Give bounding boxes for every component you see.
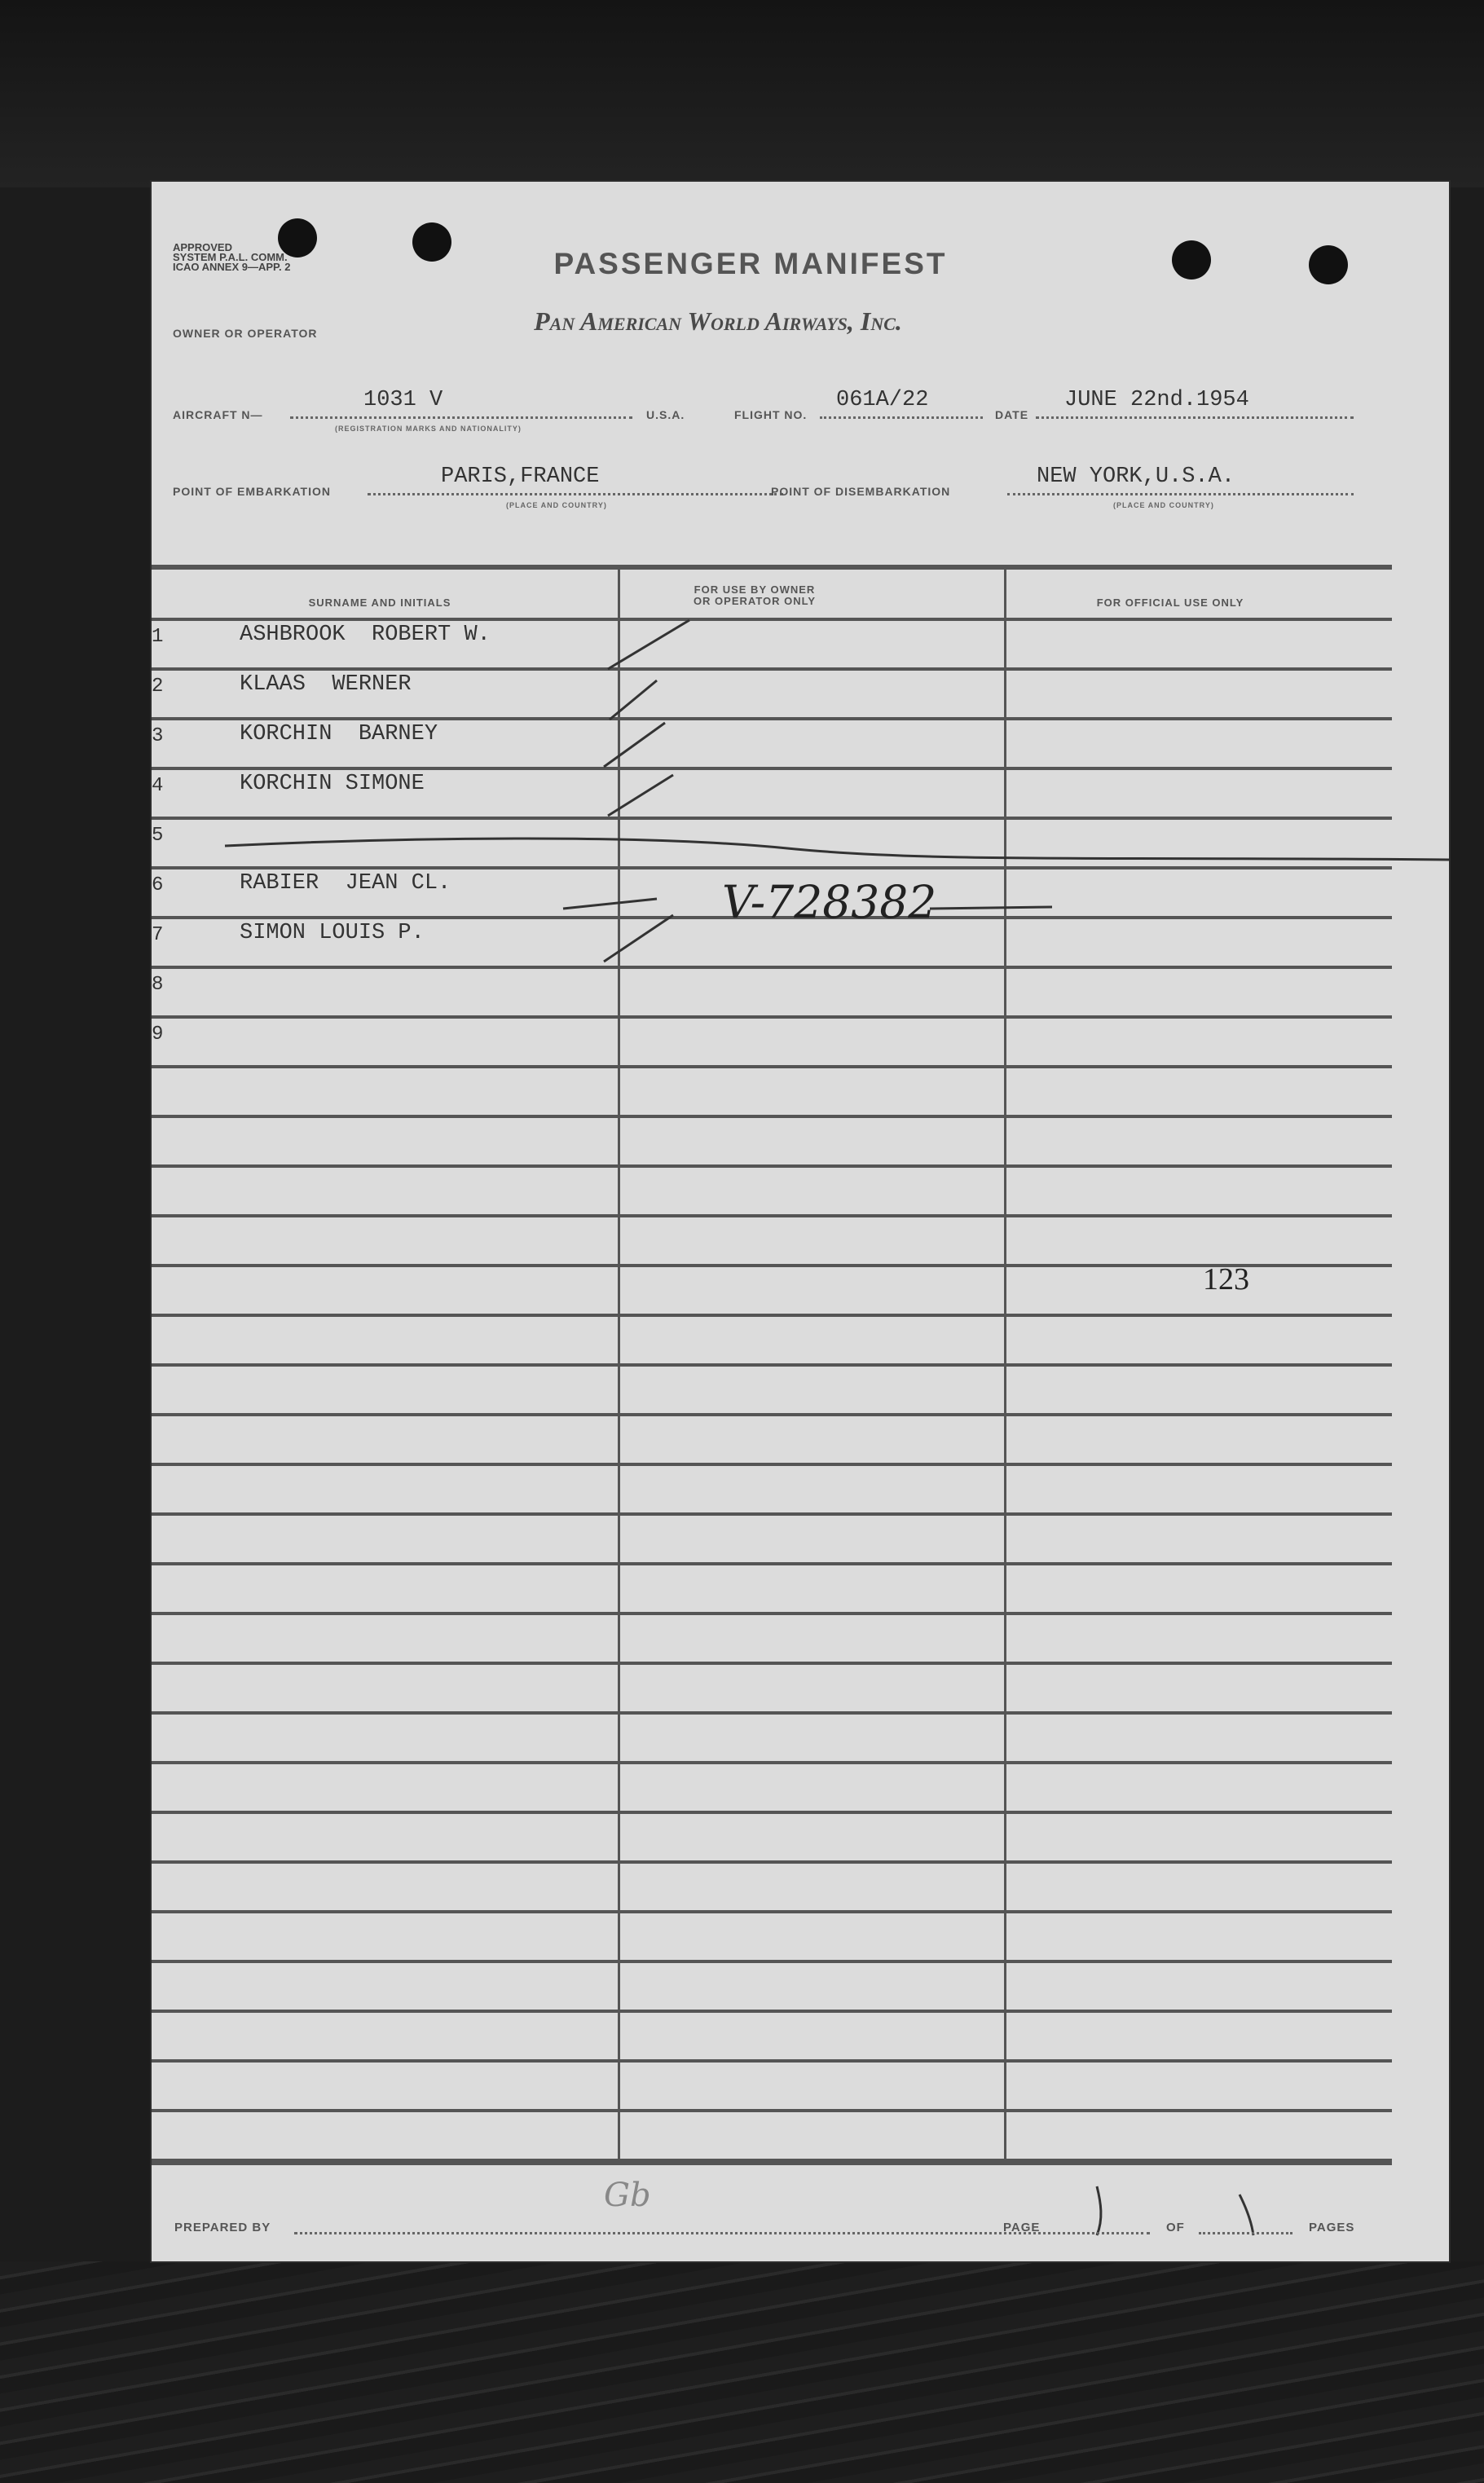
page-label: PAGE: [1003, 2221, 1041, 2234]
row-number: 6: [152, 874, 164, 896]
disembark-label: POINT OF DISEMBARKATION: [771, 485, 951, 498]
row-number: 5: [152, 825, 164, 847]
underline-stroke: [930, 907, 1052, 909]
row-number: 8: [152, 974, 164, 996]
manifest-sheet: [152, 182, 1449, 2261]
pages-line: [1199, 2232, 1292, 2234]
row-number: 4: [152, 775, 164, 797]
aircraft-sub: (REGISTRATION MARKS AND NATIONALITY): [335, 425, 522, 433]
strike-line: [225, 839, 1449, 860]
initials-mark: Gb: [604, 2177, 651, 2214]
passenger-name: RABIER JEAN CL.: [240, 871, 451, 896]
aircraft-value: 1031 V: [363, 388, 443, 412]
passenger-name: KORCHIN SIMONE: [240, 772, 425, 796]
check-mark: [563, 899, 657, 909]
check-mark: [604, 915, 673, 962]
check-mark: [608, 620, 689, 669]
column-header-surname: SURNAME AND INITIALS: [308, 597, 451, 609]
owner-value: Pan American World Airways, Inc.: [534, 306, 902, 336]
country-label: U.S.A.: [646, 408, 685, 421]
date-label: DATE: [995, 408, 1029, 421]
check-mark: [610, 680, 657, 720]
row-number: 1: [152, 626, 164, 648]
pencil-marks: [152, 182, 1449, 2261]
passenger-name: KORCHIN BARNEY: [240, 722, 438, 746]
page-total-stroke: [1240, 2195, 1253, 2235]
embark-value: PARIS,FRANCE: [441, 464, 600, 489]
column-header-owner-use: FOR USE BY OWNER OR OPERATOR ONLY: [693, 583, 817, 607]
row-number: 7: [152, 924, 164, 946]
row-number: 2: [152, 676, 164, 698]
prepared-by-label: PREPARED BY: [174, 2221, 271, 2234]
check-mark: [608, 775, 673, 816]
official-number: 123: [1203, 1262, 1249, 1297]
column-header-official-use: FOR OFFICIAL USE ONLY: [1096, 597, 1244, 609]
row-number: 9: [152, 1024, 164, 1046]
passenger-name: ASHBROOK ROBERT W.: [240, 623, 491, 647]
passenger-name: SIMON LOUIS P.: [240, 921, 425, 945]
passenger-name: KLAAS WERNER: [240, 672, 412, 697]
pages-label: PAGES: [1309, 2221, 1355, 2234]
scan-border-top: [0, 0, 1484, 187]
of-label: OF: [1166, 2221, 1185, 2234]
check-mark: [604, 723, 665, 767]
embark-label: POINT OF EMBARKATION: [173, 485, 331, 498]
disembark-value: NEW YORK,U.S.A.: [1037, 464, 1235, 489]
row-number: 3: [152, 725, 164, 747]
visa-number: V-728382: [722, 876, 937, 928]
flight-label: FLIGHT NO.: [734, 408, 808, 421]
disembark-sub: (PLACE AND COUNTRY): [1113, 501, 1214, 509]
page-number-stroke: [1097, 2186, 1101, 2235]
embark-sub: (PLACE AND COUNTRY): [506, 501, 607, 509]
page-title: PASSENGER MANIFEST: [553, 247, 948, 280]
owner-label: OWNER OR OPERATOR: [173, 327, 318, 340]
aircraft-label: AIRCRAFT N—: [173, 408, 263, 421]
scan-border-bottom: [0, 2261, 1484, 2483]
flight-value: 061A/22: [836, 388, 929, 412]
approval-note: APPROVED SYSTEM P.A.L. COMM. ICAO ANNEX 9—APP. 2: [173, 241, 291, 273]
date-value: JUNE 22nd.1954: [1064, 388, 1249, 412]
